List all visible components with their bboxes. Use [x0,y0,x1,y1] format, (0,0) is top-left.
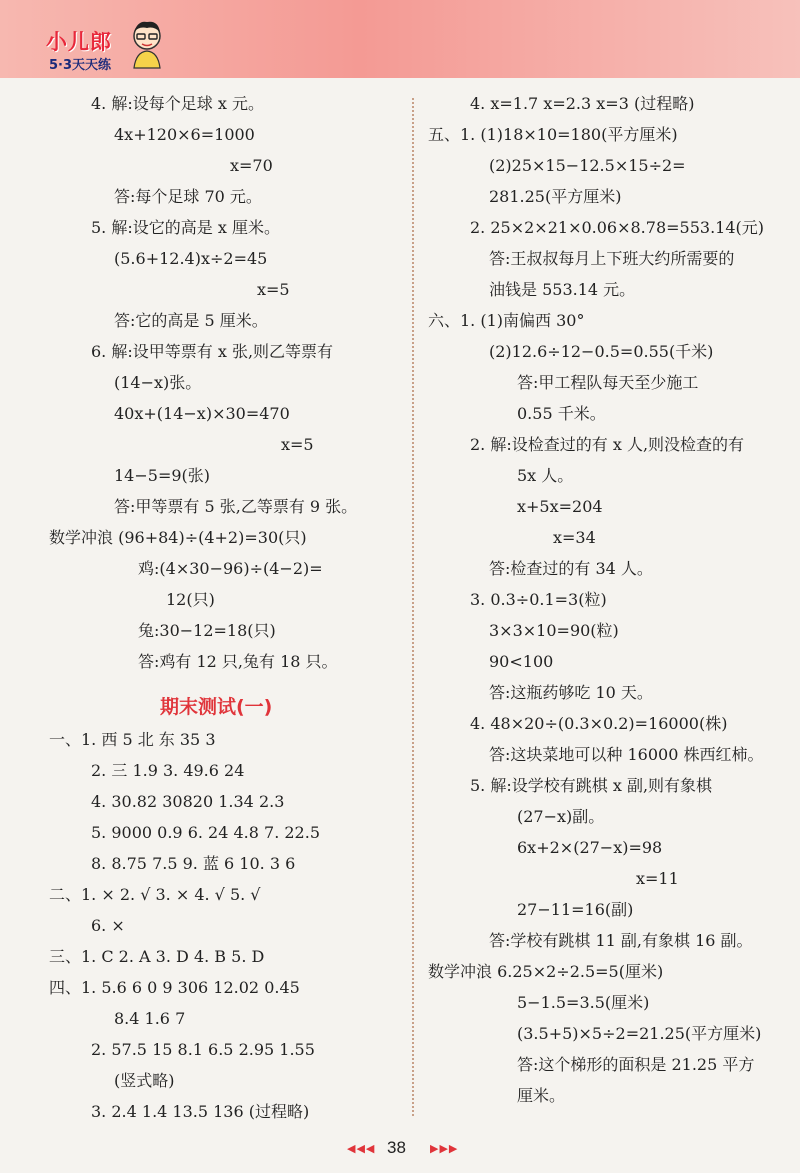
left-answer-line: x=5 [281,435,314,454]
right-answer-line: 4. x=1.7 x=2.3 x=3 (过程略) [470,94,695,113]
mascot-icon [126,18,168,70]
right-answer-line: 油钱是 553.14 元。 [489,280,636,299]
right-answer-line: (27−x)副。 [517,807,605,826]
right-answer-line: 6x+2×(27−x)=98 [517,838,663,857]
column-divider [412,98,414,1116]
right-answer-line: x+5x=204 [517,497,603,516]
left-answer-line: 8. 8.75 7.5 9. 蓝 6 10. 3 6 [91,854,296,873]
right-answer-line: 答:这瓶药够吃 10 天。 [489,683,653,702]
left-answer-line: (竖式略) [114,1071,175,1090]
right-answer-line: 答:检查过的有 34 人。 [489,559,653,578]
left-answer-line: 一、1. 西 5 北 东 35 3 [49,730,216,749]
right-answer-line: 2. 解:设检查过的有 x 人,则没检查的有 [470,435,745,454]
right-answer-line: 5−1.5=3.5(厘米) [517,993,650,1012]
left-answer-line: 三、1. C 2. A 3. D 4. B 5. D [49,947,265,966]
right-answer-line: (3.5+5)×5÷2=21.25(平方厘米) [517,1024,762,1043]
left-answer-line: 8.4 1.6 7 [114,1009,186,1028]
right-answer-line: 答:甲工程队每天至少施工 [517,373,699,392]
left-answer-line: 答:它的高是 5 厘米。 [114,311,268,330]
left-answer-line: 4x+120×6=1000 [114,125,255,144]
left-answer-line: 兔:30−12=18(只) [138,621,276,640]
left-answer-line: 4. 30.82 30820 1.34 2.3 [91,792,285,811]
right-answer-line: x=34 [553,528,596,547]
right-answer-line: 答:学校有跳棋 11 副,有象棋 16 副。 [489,931,753,950]
left-answer-line: 二、1. × 2. √ 3. × 4. √ 5. √ [49,885,261,904]
left-answer-line: 鸡:(4×30−96)÷(4−2)= [138,559,323,578]
right-answer-line: 5. 解:设学校有跳棋 x 副,则有象棋 [470,776,713,795]
left-answer-line: 6. 解:设甲等票有 x 张,则乙等票有 [91,342,334,361]
page-header [0,0,800,78]
left-answer-line: 2. 三 1.9 3. 49.6 24 [91,761,245,780]
right-answer-line: x=11 [636,869,679,888]
right-answer-line: 五、1. (1)18×10=180(平方厘米) [428,125,678,144]
left-answer-line: 3. 2.4 1.4 13.5 136 (过程略) [91,1102,310,1121]
right-answer-line: (2)12.6÷12−0.5=0.55(千米) [489,342,714,361]
left-answer-line: (14−x)张。 [114,373,202,392]
right-answer-line: 答:这个梯形的面积是 21.25 平方 [517,1055,755,1074]
left-arrows-icon: ◀◀◀ [347,1142,376,1155]
right-answer-line: 27−11=16(副) [517,900,634,919]
right-arrows-icon: ▶▶▶ [430,1142,459,1155]
left-answer-line: 40x+(14−x)×30=470 [114,404,290,423]
left-answer-line: 数学冲浪 (96+84)÷(4+2)=30(只) [49,528,307,547]
left-answer-line: 2. 57.5 15 8.1 6.5 2.95 1.55 [91,1040,315,1059]
brand-logo: 小儿郎 [46,30,112,54]
left-answer-line: (5.6+12.4)x÷2=45 [114,249,268,268]
right-answer-line: 281.25(平方厘米) [489,187,622,206]
right-answer-line: 90<100 [489,652,554,671]
left-answer-line: 答:每个足球 70 元。 [114,187,262,206]
left-answer-line: 6. × [91,916,125,935]
series-name: 5·3天天练 [49,58,112,73]
right-answer-line: 5x 人。 [517,466,574,485]
left-answer-line: 4. 解:设每个足球 x 元。 [91,94,264,113]
right-answer-line: 3×3×10=90(粒) [489,621,619,640]
left-answer-line: 答:甲等票有 5 张,乙等票有 9 张。 [114,497,358,516]
right-answer-line: 0.55 千米。 [517,404,606,423]
left-answer-line: 答:鸡有 12 只,兔有 18 只。 [138,652,338,671]
left-answer-line: x=70 [230,156,273,175]
section-title: 期末测试(一) [160,696,273,718]
right-answer-line: 答:这块菜地可以种 16000 株西红柿。 [489,745,764,764]
right-answer-line: 3. 0.3÷0.1=3(粒) [470,590,607,609]
left-answer-line: 四、1. 5.6 6 0 9 306 12.02 0.45 [49,978,300,997]
left-answer-line: x=5 [257,280,290,299]
right-answer-line: 厘米。 [517,1086,566,1105]
page-number: 38 [387,1138,406,1157]
left-answer-line: 5. 解:设它的高是 x 厘米。 [91,218,280,237]
right-answer-line: 数学冲浪 6.25×2÷2.5=5(厘米) [428,962,664,981]
right-answer-line: 答:王叔叔每月上下班大约所需要的 [489,249,735,268]
right-answer-line: 4. 48×20÷(0.3×0.2)=16000(株) [470,714,728,733]
left-answer-line: 5. 9000 0.9 6. 24 4.8 7. 22.5 [91,823,320,842]
right-answer-line: 六、1. (1)南偏西 30° [428,311,585,330]
right-answer-line: 2. 25×2×21×0.06×8.78=553.14(元) [470,218,765,237]
left-answer-line: 14−5=9(张) [114,466,211,485]
left-answer-line: 12(只) [166,590,215,609]
right-answer-line: (2)25×15−12.5×15÷2= [489,156,686,175]
